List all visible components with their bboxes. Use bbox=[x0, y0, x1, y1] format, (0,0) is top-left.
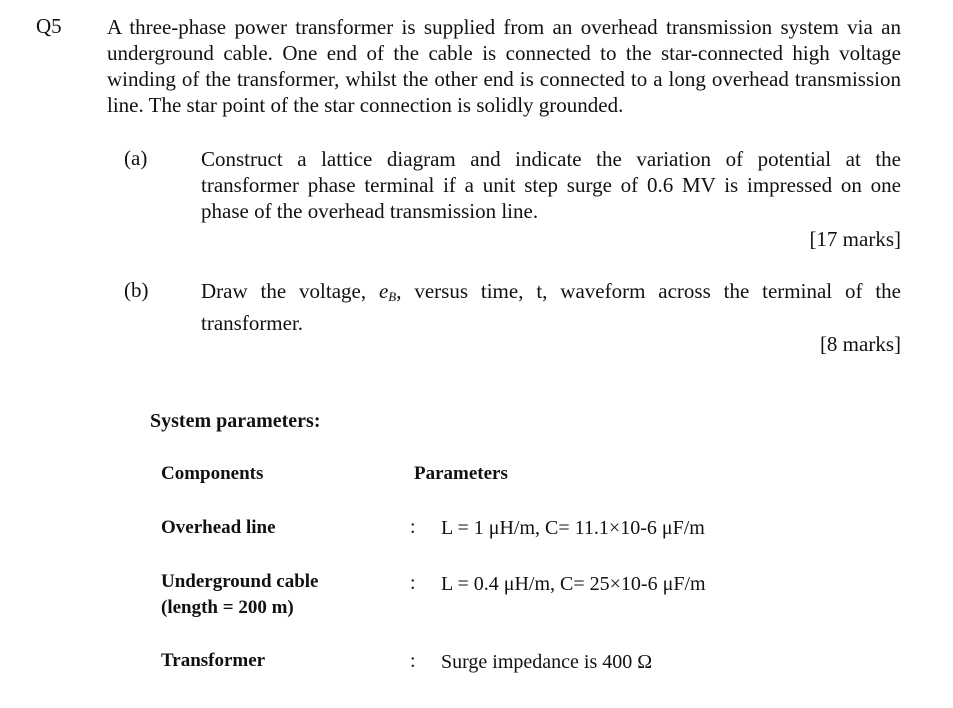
component-overhead-line: Overhead line bbox=[161, 517, 276, 538]
part-b-text-before: Draw the voltage, bbox=[201, 279, 379, 303]
question-number: Q5 bbox=[36, 14, 62, 38]
components-column-header: Components bbox=[161, 463, 264, 484]
component-underground-cable: Underground cable bbox=[161, 571, 319, 592]
row-separator: : bbox=[410, 572, 416, 594]
parameters-column-header: Parameters bbox=[414, 463, 508, 484]
voltage-symbol: e bbox=[378, 279, 389, 303]
row-separator: : bbox=[410, 650, 416, 672]
component-underground-cable-length: (length = 200 m) bbox=[161, 597, 294, 618]
parameter-underground-cable: L = 0.4 μH/m, C= 25×10-6 μF/m bbox=[441, 573, 706, 595]
part-b-text bbox=[201, 278, 901, 336]
system-parameters-heading: System parameters: bbox=[150, 410, 321, 432]
parameter-overhead-line: L = 1 μH/m, C= 11.1×10-6 μF/m bbox=[441, 517, 705, 539]
parameter-transformer: Surge impedance is 400 Ω bbox=[441, 651, 653, 673]
row-separator: : bbox=[410, 516, 416, 538]
voltage-subscript: B bbox=[388, 289, 397, 304]
part-a-marks: [17 marks] bbox=[809, 227, 901, 251]
part-b-label: (b) bbox=[124, 278, 149, 302]
part-a-label: (a) bbox=[124, 146, 148, 170]
question-intro: A three-phase power transformer is supplied from an overhead transmission system via an underground cable. One end of the cable is connected to the star-connected high voltage winding of the transformer, whilst the other end is connected to a long overhead transmission line. The star point of the star connection is solidly grounded. bbox=[107, 15, 901, 117]
part-b-text-after: , versus time, t, waveform across the terminal of the transformer. bbox=[201, 279, 901, 335]
part-b-marks: [8 marks] bbox=[819, 332, 901, 356]
part-a-text: Construct a lattice diagram and indicate the variation of potential at the transformer phase terminal if a unit step surge of 0.6 MV is impressed on one phase of the overhead transmission line. bbox=[201, 147, 901, 223]
component-transformer: Transformer bbox=[161, 650, 266, 671]
